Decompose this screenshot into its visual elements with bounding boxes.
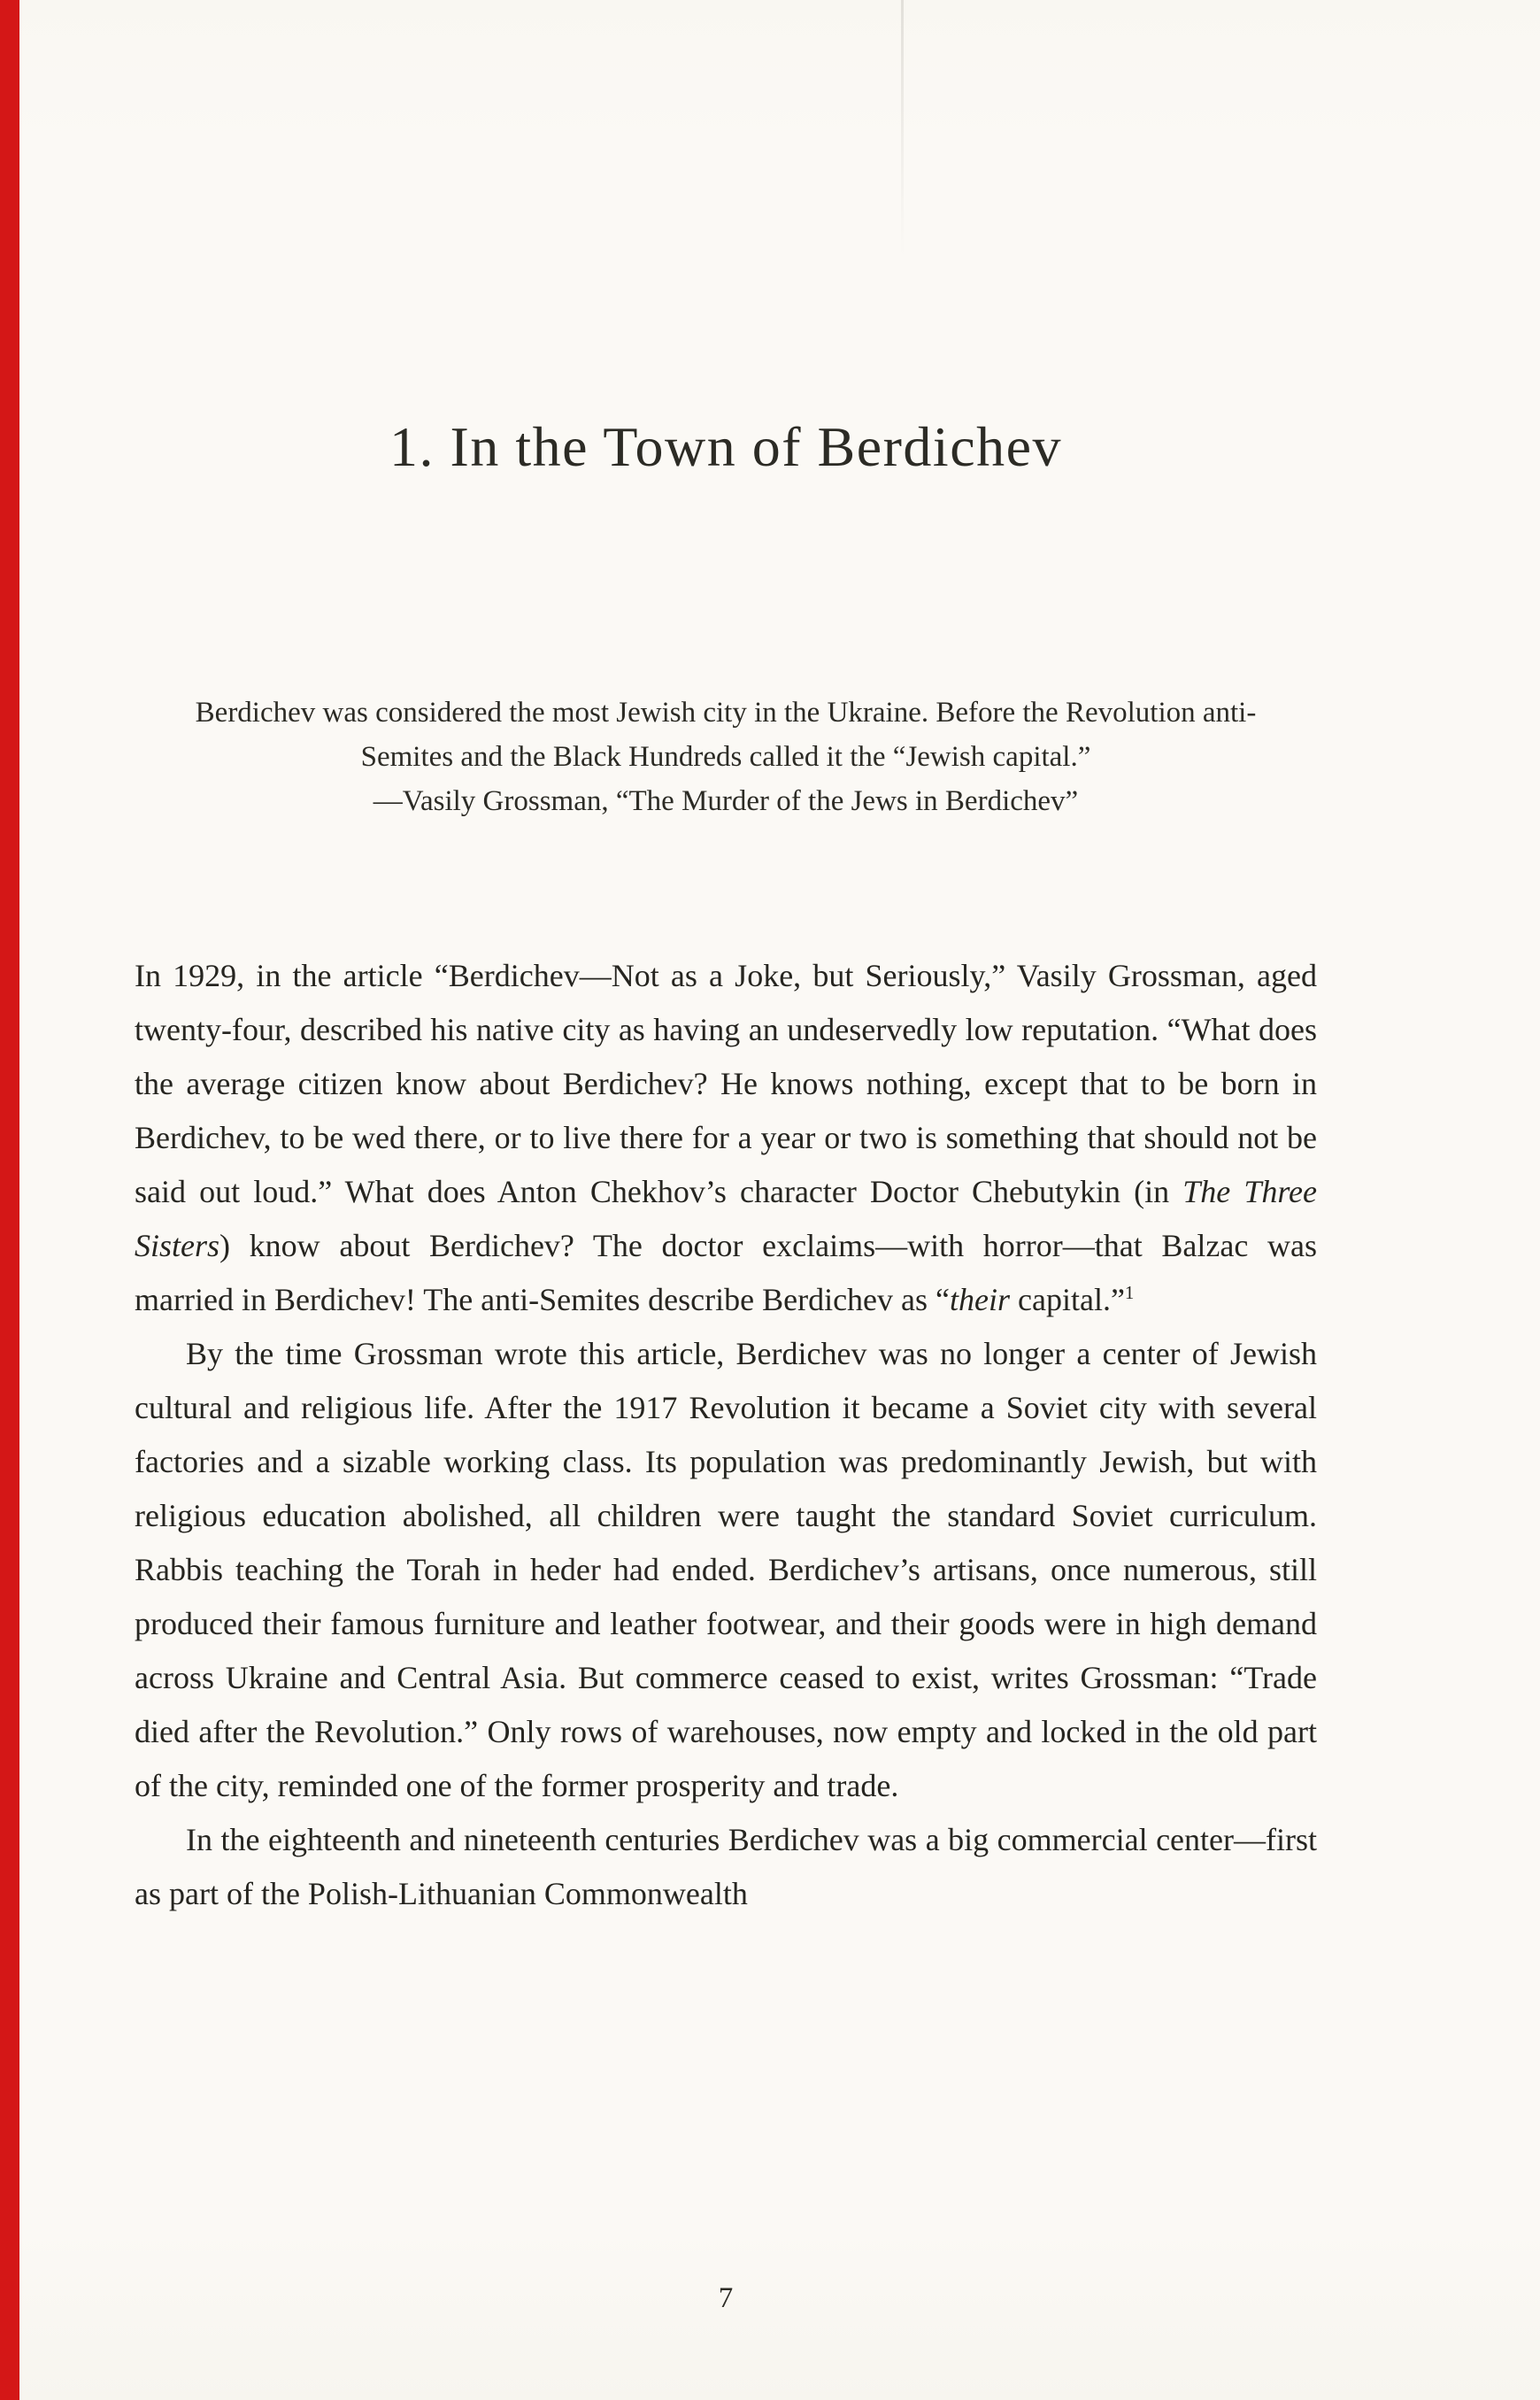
body-paragraph: In the eighteenth and nineteenth centuries Berdichev was a big commercial center—first as part of the Polish-Lithuanian Commonwealth: [135, 1822, 1317, 1911]
chapter-title: 1. In the Town of Berdichev: [389, 415, 1062, 478]
epigraph: [135, 691, 1317, 823]
epigraph-attribution: —Vasily Grossman, “The Murder of the Jews in Berdichev”: [373, 785, 1079, 817]
body-text: [135, 949, 1317, 1921]
book-cover-edge: [0, 0, 19, 2400]
body-paragraph: By the time Grossman wrote this article, Berdichev was no longer a center of Jewish cultural and religious life. After the 1917 Revolution it became a Soviet city with several factories and a sizable working class. Its population was predominantly Jewish, but with religious education abolished, all children were taught the standard Soviet curriculum. Rabbis teaching the Torah in heder had ended. Berdichev’s artisans, once numerous, still produced their famous furniture and leather footwear, and their goods were in high demand across Ukraine and Central Asia. But commerce ceased to exist, writes Grossman: “Trade died after the Revolution.” Only rows of warehouses, now empty and locked in the old part of the city, reminded one of the former prosperity and trade.: [135, 1336, 1317, 1803]
epigraph-quote: Berdichev was considered the most Jewish city in the Ukraine. Before the Revolution anti-Semites and the Black Hundreds called it the “Jewish capital.”: [195, 697, 1257, 773]
body-paragraph: In 1929, in the article “Berdichev—Not as a Joke, but Seriously,” Vasily Grossman, aged twenty-four, described his native city as having an undeservedly low reputation. “What does the average citizen know about Berdichev? He knows nothing, except that to be born in Berdichev, to be wed there, or to live there for a year or two is something that should not be said out loud.” What does Anton Chekhov’s character Doctor Chebutykin (in The Three Sisters) know about Berdichev? The doctor exclaims—with horror—that Balzac was married in Berdichev! The anti-Semites describe Berdichev as “their capital.”$^1$: [135, 958, 1318, 1317]
page-content: [135, 0, 1317, 1921]
page-number: 7: [718, 2282, 734, 2314]
